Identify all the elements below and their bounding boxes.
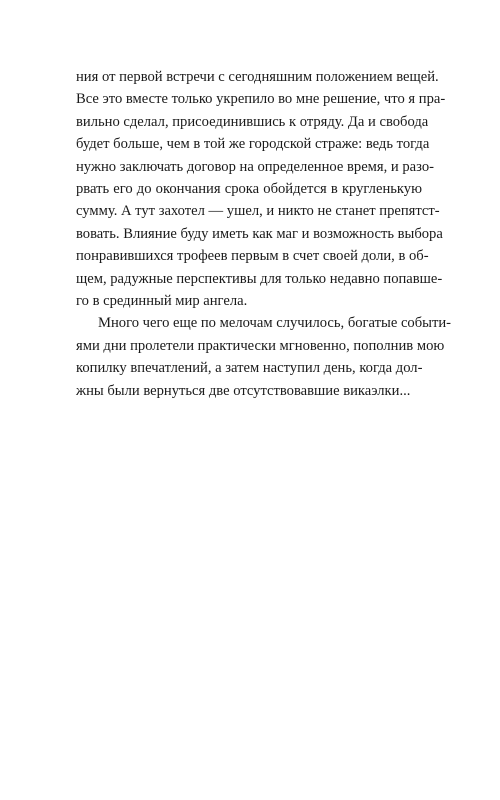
text-line: нужно заключать договор на определенное время, и разо- [76,158,434,175]
text-line: понравившихся трофеев первым в счет своей доли, в об- [76,248,429,265]
text-line: ния от первой встречи с сегодняшним положением вещей. [76,69,439,85]
paragraph-2 [76,312,451,402]
text-line: рвать его до окончания срока обойдется в кругленькую [76,181,422,198]
text-line: вовать. Влияние буду иметь как маг и возможность выбора [76,225,443,242]
paragraph-1 [76,66,446,312]
text-line: вильно сделал, присоединившись к отряду. Да и свобода [76,113,429,130]
text-line: Много чего еще по мелочам случилось, богатые событи- [98,315,451,332]
text-line: щем, радужные перспективы для только недавно попавше- [76,270,443,287]
page-text [76,66,451,402]
text-line: жны были вернуться две отсутствовавшие викаэлки... [76,382,411,399]
text-line: го в срединный мир ангела. [76,293,248,310]
text-line: ями дни пролетели практически мгновенно, пополнив мою [76,337,445,354]
text-line: сумму. А тут захотел — ушел, и никто не станет препятст- [76,203,440,220]
text-line: Все это вместе только укрепило во мне решение, что я пра- [76,91,446,108]
text-line: копилку впечатлений, а затем наступил день, когда дол- [76,360,423,377]
text-line: будет больше, чем в той же городской страже: ведь тогда [76,136,430,153]
